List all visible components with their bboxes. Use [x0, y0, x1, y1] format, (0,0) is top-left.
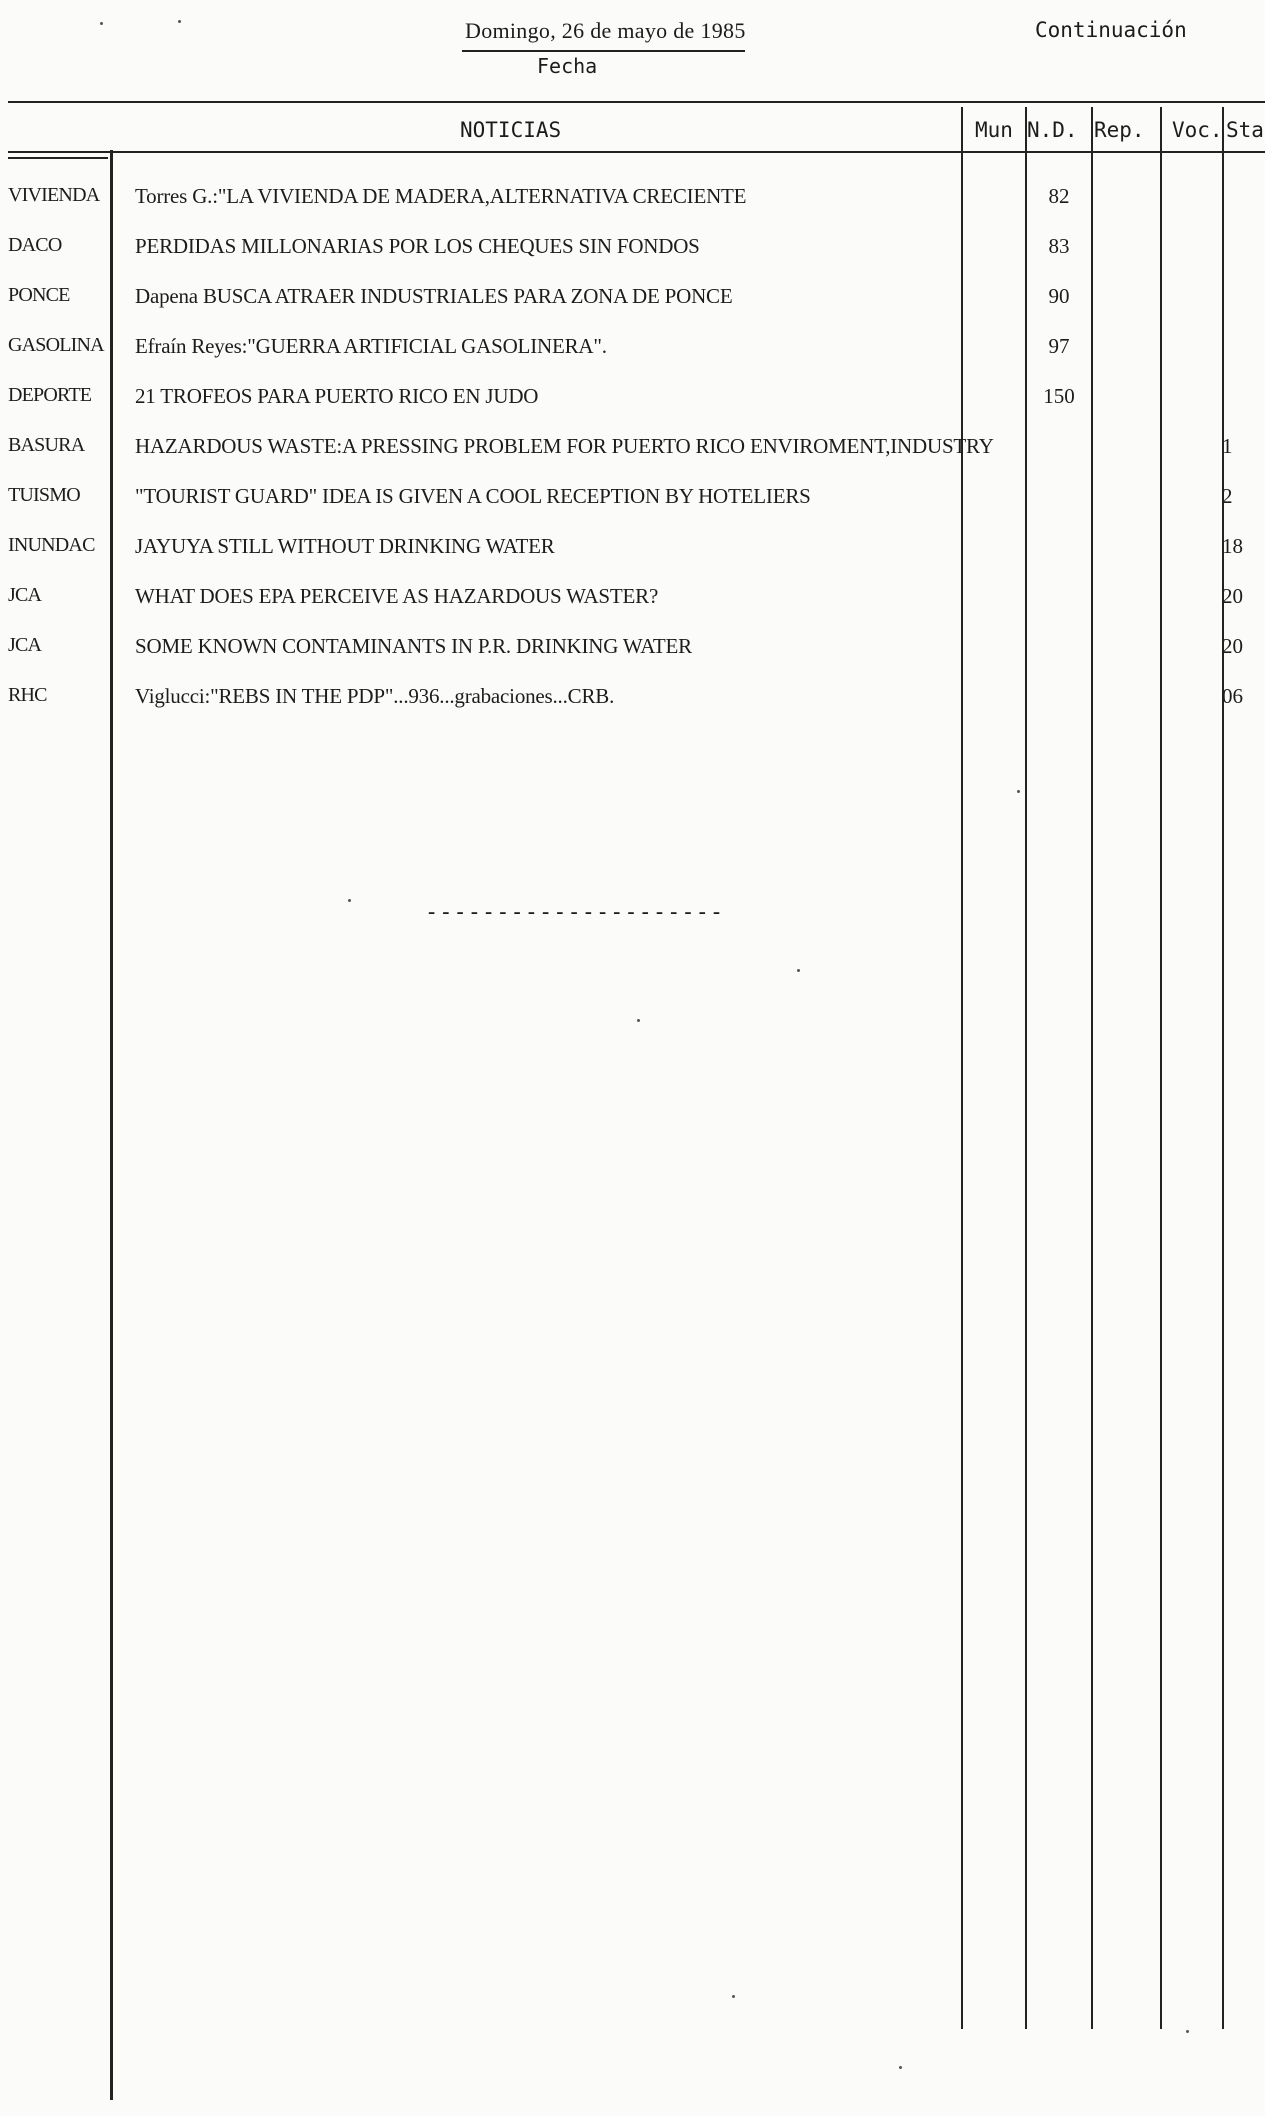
row-title: SOME KNOWN CONTAMINANTS IN P.R. DRINKING WATER [135, 634, 692, 658]
end-separator: --------------------- [425, 900, 725, 925]
scan-speck [100, 22, 103, 25]
row-title: WHAT DOES EPA PERCEIVE AS HAZARDOUS WASTER? [135, 584, 659, 608]
row-nd-page: 83 [1048, 234, 1070, 258]
header-left-tick [8, 157, 108, 159]
row-title: Efraín Reyes:"GUERRA ARTIFICIAL GASOLINERA". [135, 334, 607, 358]
row-sta-page: 18 [1222, 534, 1243, 558]
row-title: "TOURIST GUARD" IDEA IS GIVEN A COOL RECEPTION BY HOTELIERS [135, 484, 811, 508]
row-nd-page: 90 [1048, 284, 1070, 308]
row-category: DEPORTE [8, 384, 92, 406]
row-category: TUISMO [8, 484, 80, 506]
row-sta-page: 2 [1222, 484, 1233, 508]
scan-speck [1186, 2030, 1189, 2033]
date-label: Fecha [537, 54, 598, 78]
row-title: HAZARDOUS WASTE:A PRESSING PROBLEM FOR PUERTO RICO ENVIROMENT,INDUSTRY [135, 434, 994, 458]
row-title: 21 TROFEOS PARA PUERTO RICO EN JUDO [135, 384, 539, 408]
scan-speck [732, 1995, 735, 1998]
continuation-label: Continuación [1035, 18, 1187, 42]
scan-speck [899, 2066, 902, 2069]
row-nd-page: 97 [1048, 334, 1070, 358]
row-title: Torres G.:"LA VIVIENDA DE MADERA,ALTERNATIVA CRECIENTE [135, 184, 747, 208]
scan-speck [1017, 790, 1020, 793]
scan-speck [348, 899, 351, 902]
row-category: DACO [8, 234, 62, 256]
row-title: Viglucci:"REBS IN THE PDP"...936...grabaciones...CRB. [135, 684, 615, 708]
sta-column-header: Sta [1226, 118, 1264, 142]
nd-column-header: N.D. [1027, 118, 1078, 142]
header-bottom-rule [8, 151, 1265, 153]
row-title: JAYUYA STILL WITHOUT DRINKING WATER [135, 534, 555, 558]
scan-speck [178, 20, 181, 23]
row-category: VIVIENDA [8, 184, 100, 206]
scan-speck [797, 969, 800, 972]
top-rule [8, 101, 1265, 103]
row-title: PERDIDAS MILLONARIAS POR LOS CHEQUES SIN FONDOS [135, 234, 700, 258]
mun-column-header: Mun [975, 118, 1013, 142]
sta-column-left-divider [1222, 107, 1224, 2029]
row-title: Dapena BUSCA ATRAER INDUSTRIALES PARA ZONA DE PONCE [135, 284, 733, 308]
row-category: INUNDAC [8, 534, 95, 556]
voc-column-left-divider [1160, 107, 1162, 2029]
row-nd-page: 150 [1043, 384, 1075, 408]
rep-column-header: Rep. [1094, 118, 1145, 142]
row-sta-page: 20 [1222, 584, 1243, 608]
scan-speck [637, 1019, 640, 1022]
voc-column-header: Voc. [1172, 118, 1223, 142]
row-category: PONCE [8, 284, 70, 306]
row-category: GASOLINA [8, 334, 104, 356]
row-category: BASURA [8, 434, 85, 456]
noticias-column-header: NOTICIAS [460, 118, 562, 142]
date-underline [462, 50, 745, 52]
row-sta-page: 06 [1222, 684, 1243, 708]
row-sta-page: 1 [1222, 434, 1233, 458]
row-category: JCA [8, 634, 42, 656]
row-sta-page: 20 [1222, 634, 1243, 658]
row-category: RHC [8, 684, 47, 706]
row-category: JCA [8, 584, 42, 606]
row-nd-page: 82 [1048, 184, 1070, 208]
category-column-divider [110, 150, 113, 2100]
mun-column-left-divider [961, 107, 963, 2029]
document-date: Domingo, 26 de mayo de 1985 [465, 18, 746, 43]
